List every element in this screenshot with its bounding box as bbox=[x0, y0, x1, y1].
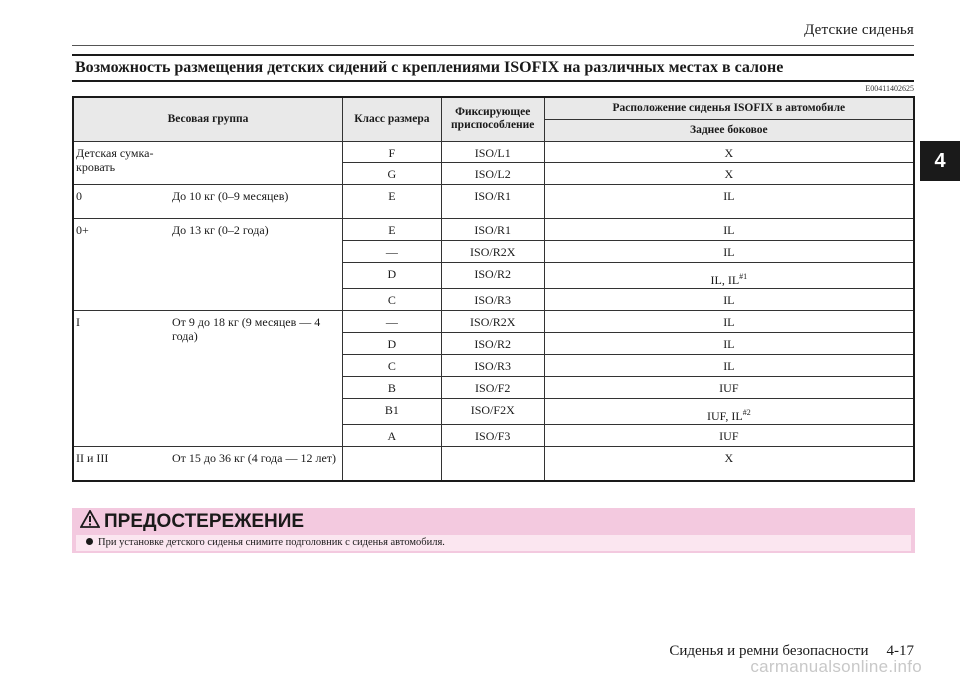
weight-group-name: I bbox=[76, 314, 80, 329]
bullet-icon bbox=[86, 538, 93, 545]
position-value: IL bbox=[723, 314, 735, 329]
section-title: Возможность размещения детских сидений с креплениями ISOFIX на различных местах в салоне bbox=[72, 54, 914, 82]
rear-side-cell bbox=[544, 141, 914, 162]
footnote-marker: #1 bbox=[739, 271, 748, 281]
position-value: IL bbox=[723, 222, 735, 237]
weight-group-name: Детская сумка-кровать bbox=[76, 145, 154, 174]
position-value: X bbox=[724, 145, 734, 160]
rear-side-cell bbox=[544, 184, 914, 218]
table-row bbox=[73, 184, 914, 218]
size-class-cell: A bbox=[342, 424, 441, 446]
position-value: IUF bbox=[719, 428, 739, 443]
weight-group-desc: До 10 кг (0–9 месяцев) bbox=[172, 188, 289, 203]
chapter-title: Детские сиденья bbox=[804, 22, 914, 38]
size-class-cell: D bbox=[342, 332, 441, 354]
fixture-cell: ISO/F3 bbox=[441, 424, 544, 446]
footnote-marker: #2 bbox=[742, 407, 751, 417]
rear-side-cell bbox=[544, 218, 914, 240]
weight-group-desc: От 15 до 36 кг (4 года — 12 лет) bbox=[172, 450, 337, 465]
fixture-cell: ISO/F2 bbox=[441, 376, 544, 398]
position-value: IL, IL bbox=[710, 272, 740, 287]
position-value: X bbox=[724, 166, 734, 181]
position-value: X bbox=[724, 450, 734, 465]
rear-side-cell bbox=[544, 162, 914, 184]
fixture-cell: ISO/F2X bbox=[441, 398, 544, 424]
fixture-cell: ISO/R3 bbox=[441, 354, 544, 376]
watermark: carmanualsonline.info bbox=[750, 657, 922, 676]
rear-side-cell bbox=[544, 288, 914, 310]
fixture-cell bbox=[441, 446, 544, 481]
fixture-cell: ISO/R2X bbox=[441, 310, 544, 332]
table-row bbox=[73, 446, 914, 481]
rear-side-cell bbox=[544, 354, 914, 376]
size-class-cell: D bbox=[342, 262, 441, 288]
table-body bbox=[73, 141, 914, 481]
footer-section-name: Сиденья и ремни безопасности bbox=[669, 643, 869, 659]
warning-triangle-icon bbox=[80, 510, 104, 534]
position-value: IUF, IL bbox=[707, 408, 743, 423]
table-row bbox=[73, 141, 914, 162]
rear-side-cell bbox=[544, 424, 914, 446]
warning-body bbox=[76, 535, 911, 551]
rear-side-cell bbox=[544, 310, 914, 332]
header-rule bbox=[72, 45, 914, 46]
rear-side-cell bbox=[544, 240, 914, 262]
weight-group-cell bbox=[73, 184, 342, 218]
size-class-cell: C bbox=[342, 288, 441, 310]
fixture-cell: ISO/R3 bbox=[441, 288, 544, 310]
header-fixture: Фиксирующее приспособление bbox=[441, 97, 544, 141]
size-class-cell bbox=[342, 446, 441, 481]
position-value: IL bbox=[723, 336, 735, 351]
chapter-tab-marker: 4 bbox=[920, 141, 960, 181]
rear-side-cell bbox=[544, 332, 914, 354]
size-class-cell: B bbox=[342, 376, 441, 398]
rear-side-cell bbox=[544, 446, 914, 481]
weight-group-desc: До 13 кг (0–2 года) bbox=[172, 222, 269, 237]
size-class-cell: C bbox=[342, 354, 441, 376]
weight-group-cell bbox=[73, 310, 342, 446]
fixture-cell: ISO/R1 bbox=[441, 218, 544, 240]
fixture-cell: ISO/R2X bbox=[441, 240, 544, 262]
weight-group-name: II и III bbox=[76, 450, 109, 465]
weight-group-desc: От 9 до 18 кг (9 месяцев — 4 года) bbox=[172, 314, 321, 343]
position-value: IL bbox=[723, 358, 735, 373]
fixture-cell: ISO/R2 bbox=[441, 332, 544, 354]
weight-group-name: 0 bbox=[76, 188, 82, 203]
rear-side-cell bbox=[544, 398, 914, 424]
size-class-cell: F bbox=[342, 141, 441, 162]
position-value: IL bbox=[723, 292, 735, 307]
size-class-cell: E bbox=[342, 218, 441, 240]
table-row bbox=[73, 218, 914, 240]
size-class-cell: — bbox=[342, 240, 441, 262]
position-value: IL bbox=[723, 244, 735, 259]
rear-side-cell bbox=[544, 376, 914, 398]
size-class-cell: G bbox=[342, 162, 441, 184]
warning-title: ПРЕДОСТЕРЕЖЕНИЕ bbox=[104, 511, 305, 532]
weight-group-cell bbox=[73, 446, 342, 481]
page-number: 4-17 bbox=[886, 643, 914, 659]
header-rear-side: Заднее боковое bbox=[544, 119, 914, 141]
fixture-cell: ISO/L2 bbox=[441, 162, 544, 184]
weight-group-cell bbox=[73, 141, 342, 184]
table-row bbox=[73, 310, 914, 332]
document-code: E00411402625 bbox=[865, 84, 914, 93]
fixture-cell: ISO/R2 bbox=[441, 262, 544, 288]
header-size-class: Класс размера bbox=[342, 97, 441, 141]
warning-header bbox=[80, 510, 304, 534]
size-class-cell: — bbox=[342, 310, 441, 332]
warning-text: При установке детского сиденья снимите подголовник с сиденья автомобиля. bbox=[98, 537, 445, 548]
position-value: IUF bbox=[719, 380, 739, 395]
warning-box bbox=[72, 508, 915, 553]
rear-side-cell bbox=[544, 262, 914, 288]
fixture-cell: ISO/L1 bbox=[441, 141, 544, 162]
weight-group-name: 0+ bbox=[76, 222, 89, 237]
isofix-table bbox=[72, 96, 915, 482]
size-class-cell: B1 bbox=[342, 398, 441, 424]
header-weight-group: Весовая группа bbox=[73, 97, 342, 141]
weight-group-cell bbox=[73, 218, 342, 310]
size-class-cell: E bbox=[342, 184, 441, 218]
header-seat-position: Расположение сиденья ISOFIX в автомобиле bbox=[544, 97, 914, 119]
fixture-cell: ISO/R1 bbox=[441, 184, 544, 218]
position-value: IL bbox=[723, 188, 735, 203]
weight-group-desc bbox=[156, 146, 338, 174]
